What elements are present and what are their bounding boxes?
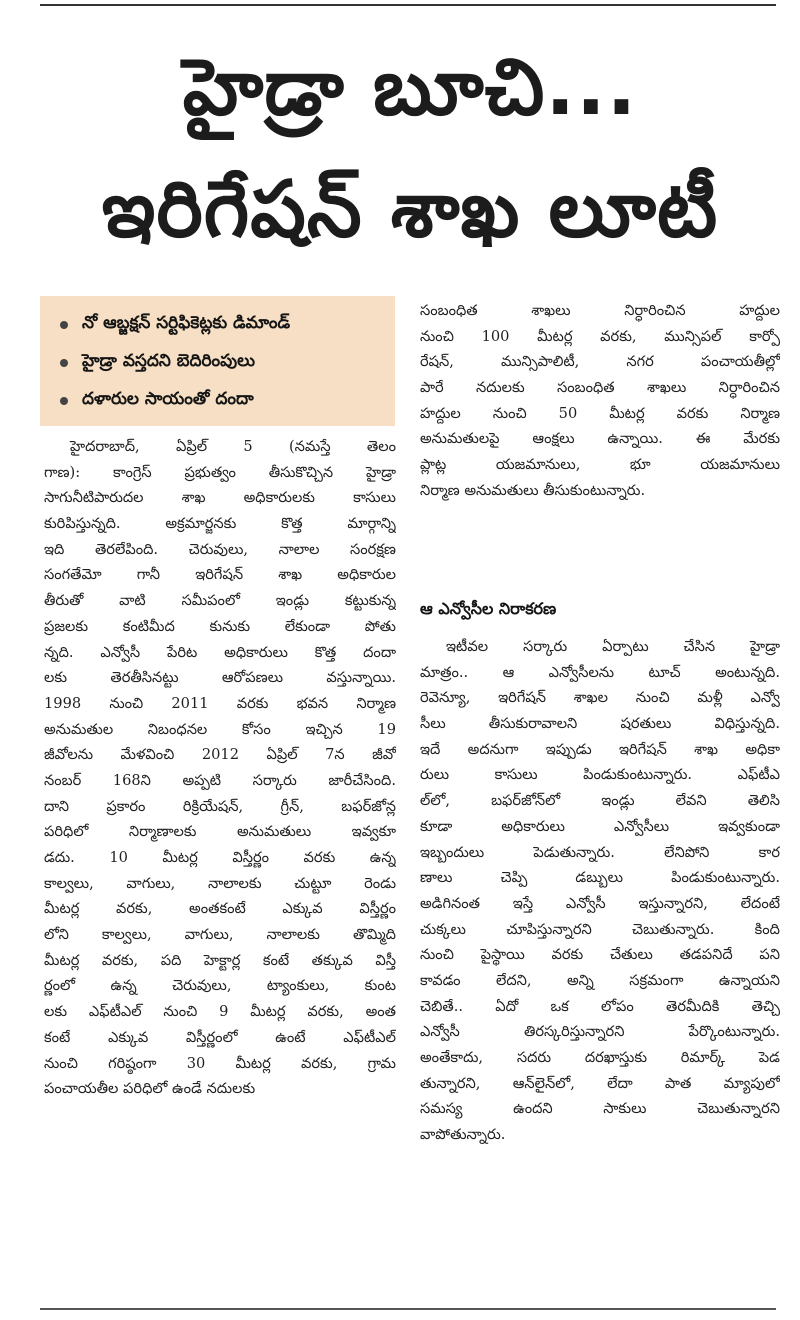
subheading: ఆ ఎన్వోసీల నిరాకరణ xyxy=(420,599,557,618)
headline-line-1: హైడ్రా బూచి... xyxy=(182,43,638,133)
text-line: కూడా అధికారులు ఎన్వోసీలు ఇవ్వకుండా xyxy=(420,817,780,835)
text-line: ర్ణంలో ఉన్న చెరువులు, ట్యాంకులు, కుంట xyxy=(44,977,396,995)
text-line: పారే నదులకు సంబంధిత శాఖలు నిర్ధారించిన xyxy=(420,379,780,397)
text-line: లోని కాల్వలు, వాగులు, నాలాలకు తొమ్మిది xyxy=(44,926,396,944)
highlight-text: దళారుల సాయంతో దందా xyxy=(82,389,254,409)
text-line: న్నది. ఎన్వోసీ పేరిట అధికారులు కొత్త దందా xyxy=(44,643,396,661)
text-line: నుంచి 100 మీటర్ల వరకు, మున్సిపల్ కార్పో xyxy=(420,327,780,345)
text-line: లకు ఎఫ్‌టీఎల్ నుంచి 9 మీటర్ల వరకు, అంత xyxy=(44,1003,396,1021)
text-line: రేషన్, మున్సిపాలిటీ, నగర పంచాయతీల్లో xyxy=(420,353,780,371)
text-line: ణాలు చెప్పి డబ్బులు పిండుకుంటున్నారు. xyxy=(420,869,780,887)
text-line: సంబంధిత శాఖలు నిర్ధారించిన హద్దుల xyxy=(420,302,780,319)
headline-line-2: ఇరిగేషన్ శాఖ లూటీ xyxy=(101,165,719,255)
article-left-column xyxy=(44,434,396,1102)
text-line: కంటే ఎక్కువ విస్తీర్ణంలో ఉంటే ఎఫ్‌టీఎల్ xyxy=(44,1028,396,1046)
text-line: అడిగినంత ఇస్తే ఎన్వోసీ ఇస్తున్నారని, లేదంటే xyxy=(420,894,780,912)
text-line: ఇది తెరలేపింది. చెరువులు, నాలాల సంరక్షణ xyxy=(44,540,396,558)
text-line: ఇదే అదనుగా ఇప్పుడు ఇరిగేషన్ శాఖ అధికా xyxy=(420,740,780,758)
text-line: సంగతేమో గానీ ఇరిగేషన్ శాఖ అధికారుల xyxy=(44,566,396,584)
top-rule xyxy=(40,4,776,6)
text-line: నుంచి పైస్థాయి వరకు చేతులు తడపనిదే పని xyxy=(420,946,780,964)
text-line: రెవెన్యూ, ఇరిగేషన్ శాఖల నుంచి మళ్లీ ఎన్వో xyxy=(420,689,780,707)
text-line: తీరుతో వాటి సమీపంలో ఇండ్లు కట్టుకున్న xyxy=(44,592,396,610)
text-line: ల్‌లో, బఫర్‌జోన్‌లో ఇండ్లు లేవని తెలిసి xyxy=(420,792,780,810)
highlight-item xyxy=(54,382,387,420)
text-line: నుంచి గరిష్ఠంగా 30 మీటర్ల వరకు, గ్రామ xyxy=(44,1054,396,1072)
text-line: ఎన్వోసీ తిరస్కరిస్తున్నారని పేర్కొంటున్నారు. xyxy=(420,1023,780,1041)
text-line: నిర్మాణ అనుమతులు తీసుకుంటున్నారు. xyxy=(420,481,646,499)
article-right-column-bottom xyxy=(420,634,780,1148)
highlight-text: హైడ్రా వస్తదని బెదిరింపులు xyxy=(82,351,256,371)
bullet-icon xyxy=(60,359,68,367)
text-line: పంచాయతీల పరిధిలో ఉండే నదులకు xyxy=(44,1080,256,1098)
text-line: పరిధిలో నిర్మాణాలకు అనుమతులు ఇవ్వకూ xyxy=(44,823,396,841)
text-line: దాని ప్రకారం రిక్రియేషన్, గ్రీన్, బఫర్‌జోన్ల xyxy=(44,797,396,815)
text-line: జీవోలను మేళవించి 2012 ఏప్రిల్ 7న జీవో xyxy=(44,746,396,764)
text-line: సమస్య ఉందని సాకులు చెబుతున్నారని xyxy=(420,1100,780,1118)
text-line: నంబర్ 168ని అప్పటి సర్కారు జారీచేసింది. xyxy=(44,771,396,789)
text-line: హైదరాబాద్, ఏప్రిల్ 5 (నమస్తే తెలం xyxy=(70,438,396,455)
text-line: అంతేకాదు, సదరు దరఖాస్తుకు రిమార్క్ పెడ xyxy=(420,1049,780,1066)
highlight-text: నో ఆబ్జక్షన్ సర్టిఫికెట్లకు డిమాండ్ xyxy=(82,313,291,333)
text-line: ప్రజలకు కంటిమీద కునుకు లేకుండా పోతు xyxy=(44,617,396,635)
text-line: ఇటీవల సర్కారు ఏర్పాటు చేసిన హైడ్రా xyxy=(446,638,780,655)
text-line: కురిపిస్తున్నది. అక్రమార్జనకు కొత్త మార్గాన్ని xyxy=(44,515,396,533)
bullet-icon xyxy=(60,397,68,405)
text-line: డదు. 10 మీటర్ల విస్తీర్ణం వరకు ఉన్న xyxy=(44,849,396,866)
text-line: లకు తెరతీసినట్టు ఆరోపణలు వస్తున్నాయి. xyxy=(44,669,396,687)
text-line: సాగునీటిపారుదల శాఖ అధికారులకు కాసులు xyxy=(44,489,396,507)
text-line: ఇబ్బందులు పెడుతున్నారు. లేనిపోని కార xyxy=(420,843,780,861)
text-line: 1998 నుంచి 2011 వరకు భవన నిర్మాణ xyxy=(44,694,396,712)
bottom-rule xyxy=(40,1308,776,1310)
highlight-item xyxy=(54,344,387,382)
text-line: మాత్రం.. ఆ ఎన్వోసీలను టూచ్ అంటున్నది. xyxy=(420,663,780,681)
text-line: మీటర్ల వరకు, అంతకంటే ఎక్కువ విస్తీర్ణం xyxy=(44,900,396,918)
text-line: కావడం లేదని, అన్ని సక్రమంగా ఉన్నాయని xyxy=(420,971,780,989)
text-line: కాల్వలు, వాగులు, నాలాలకు చుట్టూ రెండు xyxy=(44,874,396,892)
text-line: చుక్కలు చూపిస్తున్నారని చెబుతున్నారు. కింది xyxy=(420,920,780,938)
text-line: గాణ): కాంగ్రెస్ ప్రభుత్వం తీసుకొచ్చిన హైడ్రా xyxy=(44,463,396,481)
text-line: హద్దుల నుంచి 50 మీటర్ల వరకు నిర్మాణ xyxy=(420,404,780,422)
text-line: అనుమతులపై ఆంక్షలు ఉన్నాయి. ఈ మేరకు xyxy=(420,430,780,448)
text-line: ప్లాట్ల యజమానులు, భూ యజమానులు xyxy=(420,456,780,474)
text-line: తున్నారని, ఆన్‌లైన్‌లో, లేదా పాత మ్యాపులో xyxy=(420,1074,780,1092)
text-line: అనుమతుల నిబంధనల కోసం ఇచ్చిన 19 xyxy=(44,720,396,738)
text-line: వాపోతున్నారు. xyxy=(420,1126,506,1144)
text-line: సీలు తీసుకురావాలని షరతులు విధిస్తున్నది. xyxy=(420,715,780,733)
highlights-box xyxy=(40,296,395,426)
text-line: చెబితే.. ఏదో ఒక లోపం తెరమీదికి తెచ్చి xyxy=(420,997,780,1015)
text-line: రులు కాసులు పిండుకుంటున్నారు. ఎఫ్‌టీఎ xyxy=(420,766,780,784)
article-right-column-top xyxy=(420,298,780,504)
highlight-item xyxy=(54,306,387,344)
text-line: మీటర్ల వరకు, పది హెక్టార్ల కంటే తక్కువ విస్తీ xyxy=(44,951,396,969)
bullet-icon xyxy=(60,321,68,329)
